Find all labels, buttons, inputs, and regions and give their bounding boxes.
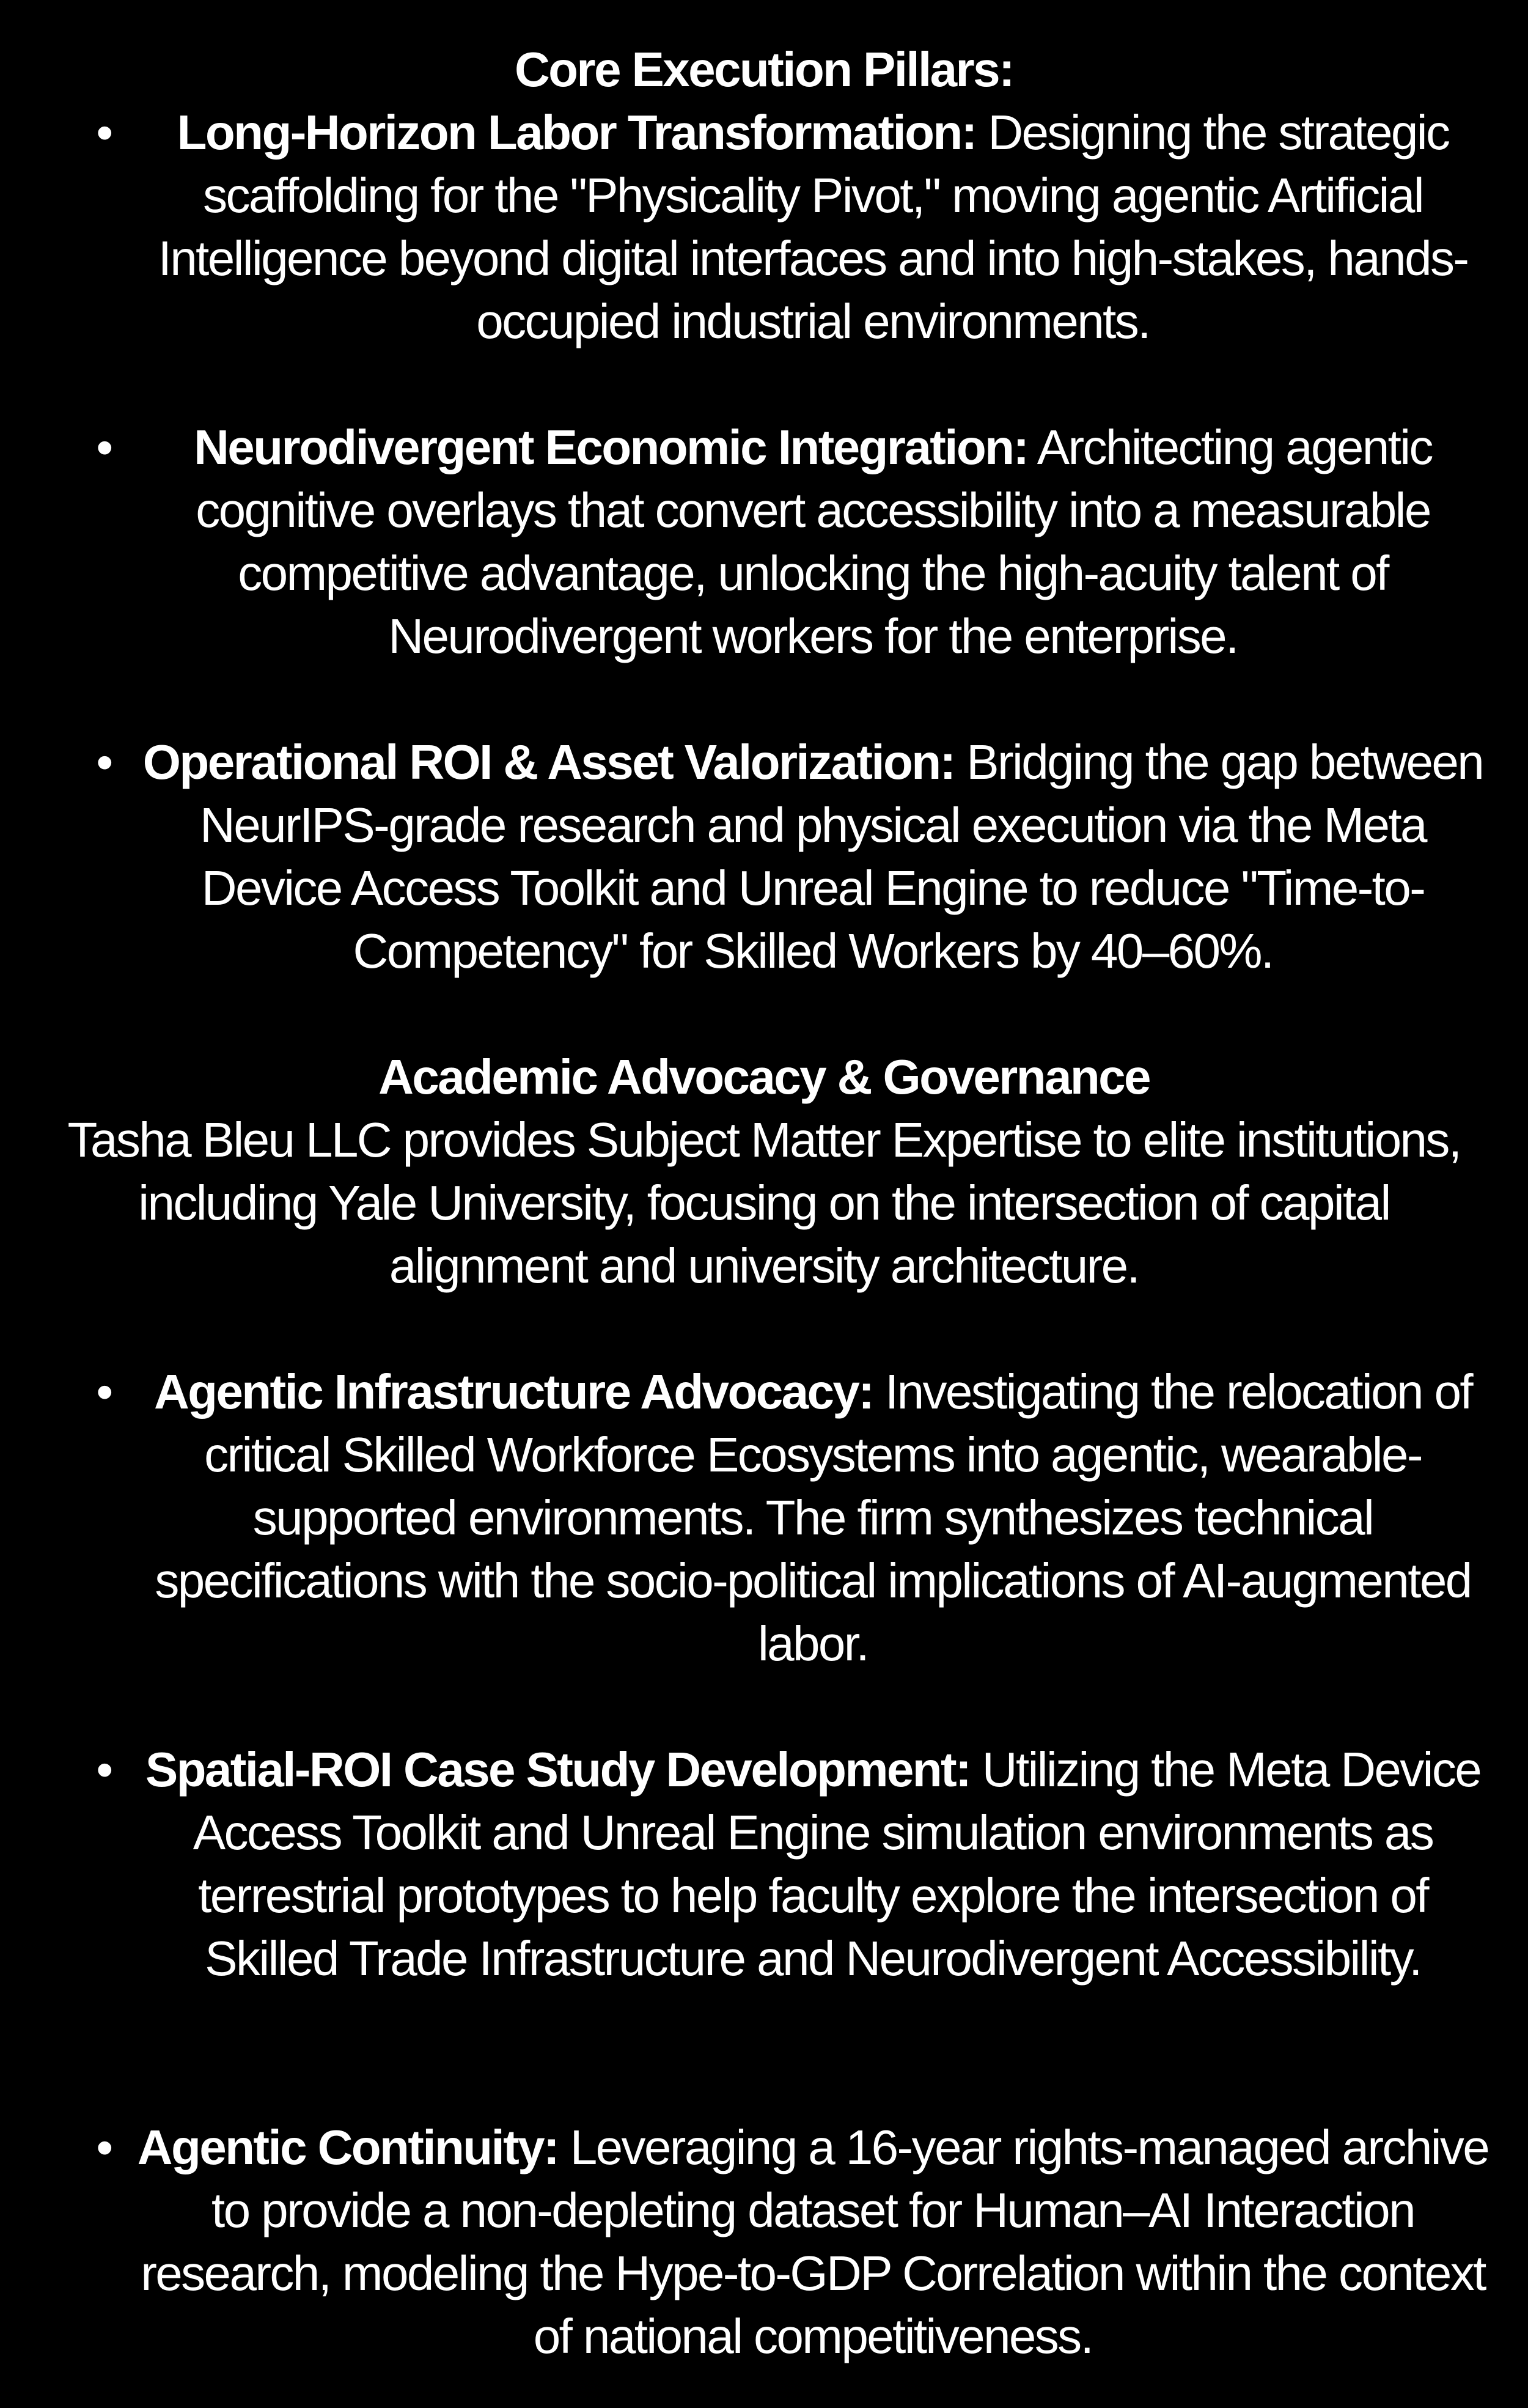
bullet-icon: • bbox=[96, 735, 112, 789]
list-item-label: Agentic Infrastructure Advocacy: bbox=[153, 1364, 873, 1419]
list-item-text bbox=[128, 101, 1497, 353]
list-item-label: Operational ROI & Asset Valorization: bbox=[142, 735, 955, 789]
list-item-description: Architecting agentic cognitive overlays that convert accessibility into a measurable competitive advantage, unlocking the high-acuity talent of Neurodivergent workers for the enterprise. bbox=[196, 420, 1432, 663]
bullet-icon: • bbox=[96, 1364, 112, 1419]
list-item-text bbox=[128, 1738, 1497, 1990]
bullet-icon: • bbox=[96, 420, 112, 474]
core-execution-pillars-heading: Core Execution Pillars: bbox=[514, 42, 1014, 97]
list-item-label: Spatial-ROI Case Study Development: bbox=[145, 1742, 971, 1797]
list-item-text bbox=[128, 416, 1497, 668]
list-item-description: Bridging the gap between NeurIPS-grade research and physical execution via the Meta Device Access Toolkit and Unreal Engine to reduce "Time-to-Competency" for Skilled Workers by 40–60%. bbox=[200, 735, 1483, 978]
list-item-label: Agentic Continuity: bbox=[137, 2120, 559, 2174]
list-item-text bbox=[128, 2116, 1497, 2368]
list-item-label: Long-Horizon Labor Transformation: bbox=[177, 105, 976, 160]
list-item-label: Neurodivergent Economic Integration: bbox=[194, 420, 1028, 474]
academic-advocacy-paragraph: Tasha Bleu LLC provides Subject Matter Expertise to elite institutions, including Yale University, focusing on the intersection of capital alignment and university architecture. bbox=[67, 1113, 1461, 1293]
bullet-icon: • bbox=[96, 2120, 112, 2174]
academic-advocacy-heading: Academic Advocacy & Governance bbox=[378, 1050, 1150, 1104]
list-item-description: Designing the strategic scaffolding for the "Physicality Pivot," moving agentic Artificial Intelligence beyond digital interfaces and into high-stakes, hands-occupied industrial environments. bbox=[158, 105, 1468, 348]
list-item-description: Leveraging a 16-year rights-managed archive to provide a non-depleting dataset for Human–AI Interaction research, modeling the Hype-to-GDP Correlation within the context of national competitiveness. bbox=[141, 2120, 1489, 2363]
list-item-description: Utilizing the Meta Device Access Toolkit and Unreal Engine simulation environments as terrestrial prototypes to help faculty explore the intersection of Skilled Trade Infrastructure and Neurodivergent Accessibility. bbox=[193, 1742, 1481, 1986]
list-item-text bbox=[128, 731, 1497, 982]
list-item-description: Investigating the relocation of critical Skilled Workforce Ecosystems into agentic, wearable-supported environments. The firm synthesizes technical specifications with the socio-political implications of AI-augmented labor. bbox=[155, 1364, 1472, 1671]
bullet-icon: • bbox=[96, 105, 112, 160]
list-item-text bbox=[128, 1360, 1497, 1675]
bullet-icon: • bbox=[96, 1742, 112, 1797]
